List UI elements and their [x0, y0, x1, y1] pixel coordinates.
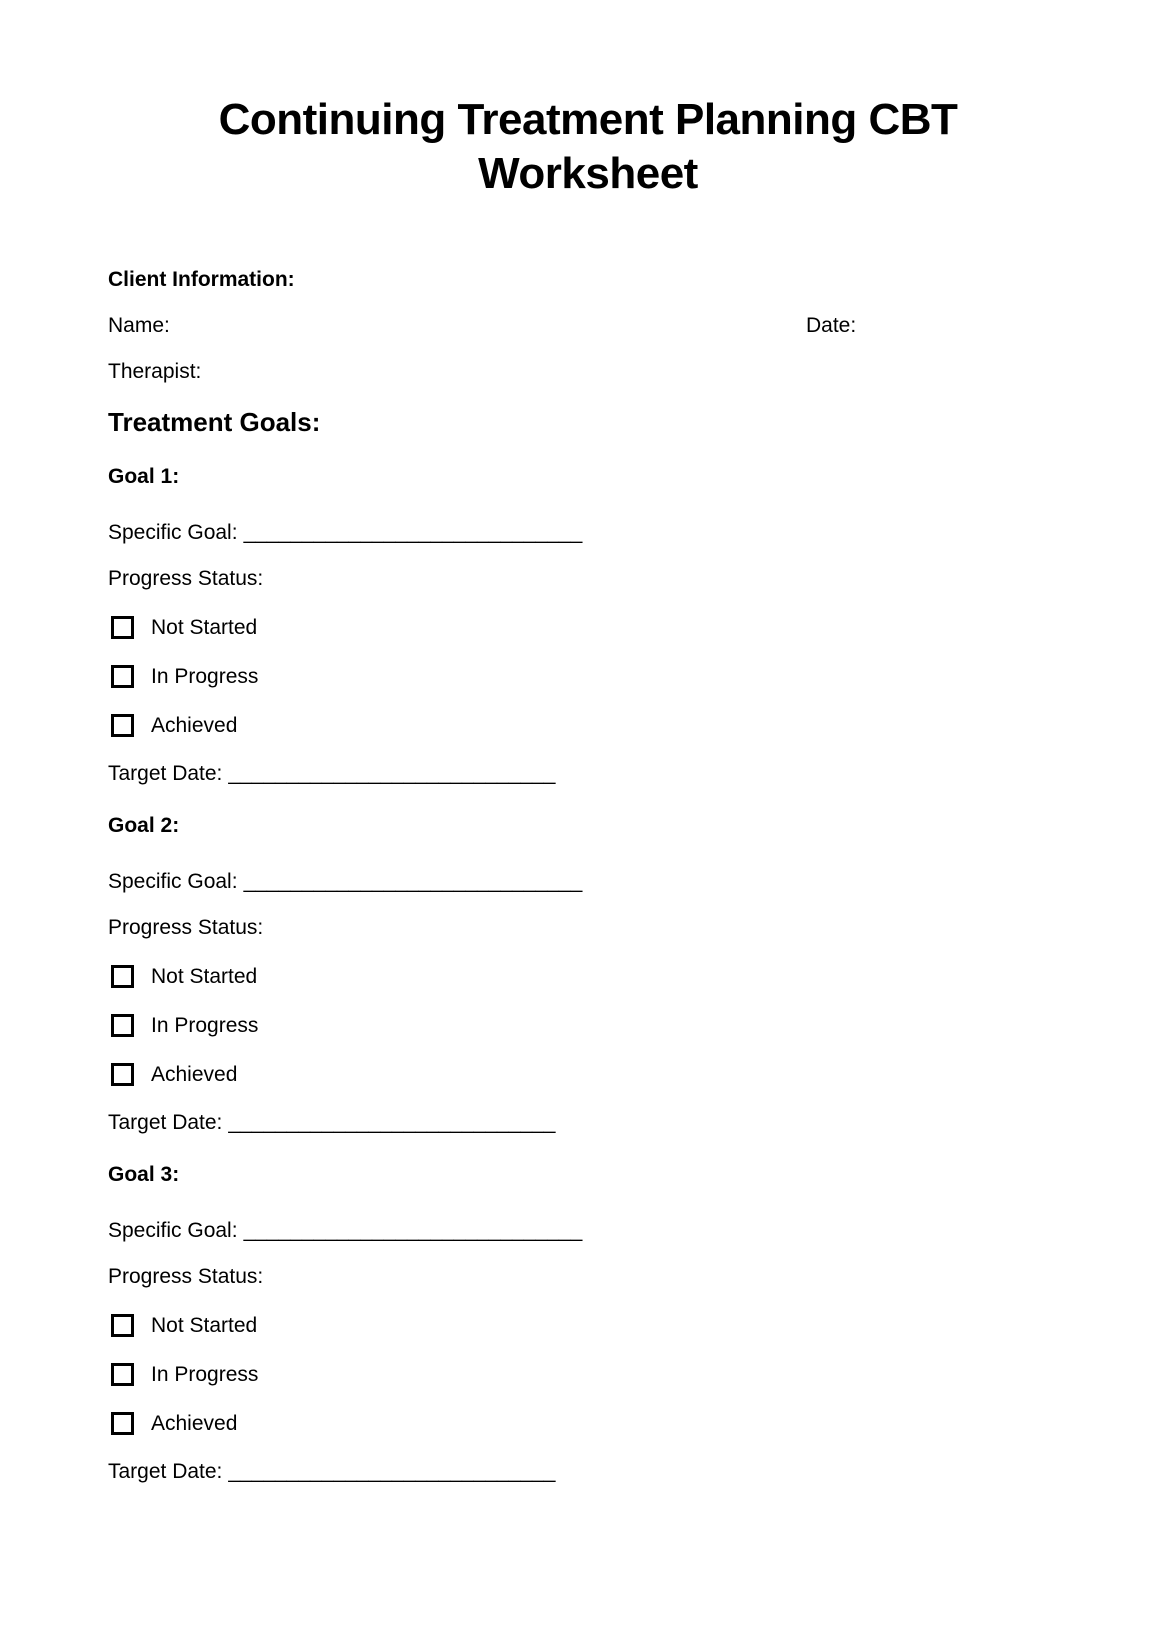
target-date-row	[108, 1459, 1068, 1485]
achieved-checkbox[interactable]	[111, 714, 134, 737]
progress-status-row	[108, 1264, 1068, 1290]
specific-goal-label: Specific Goal:	[108, 521, 238, 544]
not-started-label: Not Started	[151, 1313, 258, 1337]
name-date-row	[108, 313, 1068, 339]
target-date-blank: ____________________________	[228, 1460, 556, 1483]
specific-goal-blank: _____________________________	[243, 870, 583, 893]
specific-goal-label: Specific Goal:	[108, 870, 238, 893]
not-started-label: Not Started	[151, 615, 258, 639]
not-started-checkbox[interactable]	[111, 965, 134, 988]
status-option-row	[108, 963, 1068, 990]
not-started-checkbox[interactable]	[111, 616, 134, 639]
achieved-label: Achieved	[151, 1411, 238, 1435]
in-progress-checkbox[interactable]	[111, 1014, 134, 1037]
goal-section-2	[108, 813, 1068, 1136]
specific-goal-blank: _____________________________	[243, 521, 583, 544]
in-progress-label: In Progress	[151, 1362, 259, 1386]
progress-status-label: Progress Status:	[108, 1265, 264, 1288]
progress-status-row	[108, 915, 1068, 941]
status-option-row	[108, 1012, 1068, 1039]
target-date-label: Target Date:	[108, 1111, 223, 1134]
progress-status-label: Progress Status:	[108, 567, 264, 590]
specific-goal-label: Specific Goal:	[108, 1219, 238, 1242]
status-option-row	[108, 1410, 1068, 1437]
goal-section-1	[108, 464, 1068, 787]
target-date-label: Target Date:	[108, 1460, 223, 1483]
target-date-row	[108, 761, 1068, 787]
specific-goal-row	[108, 520, 1068, 546]
specific-goal-blank: _____________________________	[243, 1219, 583, 1242]
progress-status-label: Progress Status:	[108, 916, 264, 939]
target-date-blank: ____________________________	[228, 762, 556, 785]
achieved-label: Achieved	[151, 1062, 238, 1086]
title-line-2: Worksheet	[478, 149, 698, 198]
client-information-heading: Client Information:	[108, 268, 295, 291]
in-progress-checkbox[interactable]	[111, 1363, 134, 1386]
not-started-checkbox[interactable]	[111, 1314, 134, 1337]
specific-goal-row	[108, 869, 1068, 895]
achieved-checkbox[interactable]	[111, 1412, 134, 1435]
treatment-goals-heading: Treatment Goals:	[108, 407, 321, 437]
goal-1-heading: Goal 1:	[108, 465, 180, 488]
name-label: Name:	[108, 314, 170, 337]
target-date-label: Target Date:	[108, 762, 223, 785]
target-date-blank: ____________________________	[228, 1111, 556, 1134]
goal-2-heading: Goal 2:	[108, 814, 180, 837]
therapist-row	[108, 359, 1068, 385]
status-option-row	[108, 712, 1068, 739]
in-progress-checkbox[interactable]	[111, 665, 134, 688]
specific-goal-row	[108, 1218, 1068, 1244]
in-progress-label: In Progress	[151, 1013, 259, 1037]
therapist-label: Therapist:	[108, 360, 202, 383]
progress-status-row	[108, 566, 1068, 592]
title-line-1: Continuing Treatment Planning CBT	[218, 95, 958, 144]
goal-section-3	[108, 1162, 1068, 1485]
target-date-row	[108, 1110, 1068, 1136]
status-option-row	[108, 1061, 1068, 1088]
status-option-row	[108, 1312, 1068, 1339]
achieved-checkbox[interactable]	[111, 1063, 134, 1086]
date-label: Date:	[806, 314, 857, 337]
page-title	[108, 93, 1068, 201]
status-option-row	[108, 1361, 1068, 1388]
in-progress-label: In Progress	[151, 664, 259, 688]
not-started-label: Not Started	[151, 964, 258, 988]
status-option-row	[108, 614, 1068, 641]
goal-3-heading: Goal 3:	[108, 1163, 180, 1186]
achieved-label: Achieved	[151, 713, 238, 737]
status-option-row	[108, 663, 1068, 690]
